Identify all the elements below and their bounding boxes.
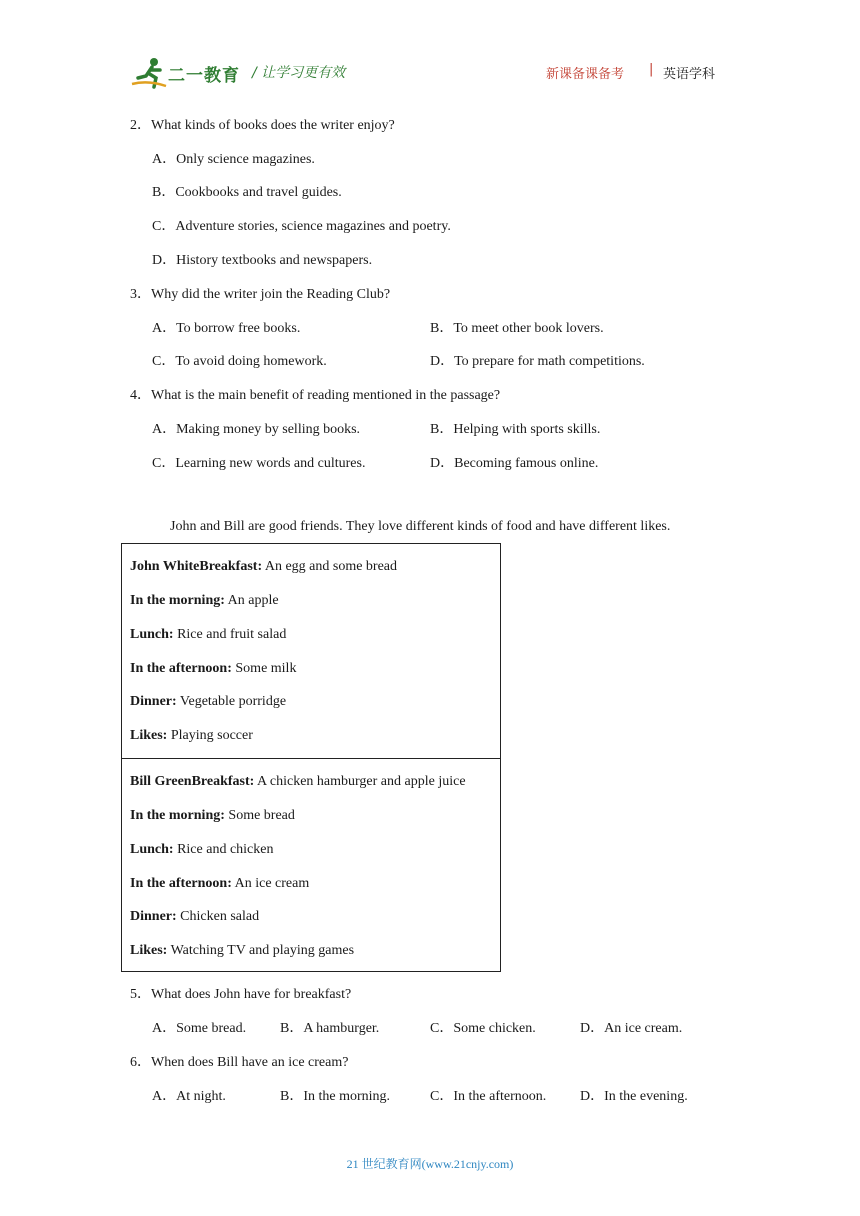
option: A．To borrow free books.	[152, 321, 301, 336]
option: D．To prepare for math competitions.	[430, 354, 645, 369]
option: D．An ice cream.	[580, 1021, 683, 1036]
john-dinner-row: Dinner: Vegetable porridge	[130, 694, 287, 709]
option: C．Learning new words and cultures.	[152, 456, 366, 471]
bill-morning-row: In the morning: Some bread	[130, 808, 295, 823]
option: D．History textbooks and newspapers.	[152, 253, 373, 268]
footer-link[interactable]: 21 世纪教育网(www.21cnjy.com)	[346, 1157, 514, 1171]
logo	[130, 56, 245, 90]
option: B．Helping with sports skills.	[430, 422, 601, 437]
question-stem: 3．Why did the writer join the Reading Club?	[130, 287, 391, 302]
bill-dinner-row: Dinner: Chicken salad	[130, 909, 260, 924]
option: C．Adventure stories, science magazines and poetry.	[152, 219, 451, 234]
header-subject: 英语学科	[663, 67, 716, 82]
option: B．To meet other book lovers.	[430, 321, 604, 336]
option: A．Only science magazines.	[152, 152, 315, 167]
bill-afternoon-row: In the afternoon: An ice cream	[130, 876, 310, 891]
john-morning-row: In the morning: An apple	[130, 593, 279, 608]
table-divider	[122, 758, 500, 759]
option: B．A hamburger.	[280, 1021, 380, 1036]
option: B．Cookbooks and travel guides.	[152, 185, 342, 200]
john-afternoon-row: In the afternoon: Some milk	[130, 661, 297, 676]
option: A．At night.	[152, 1089, 226, 1104]
option: C．To avoid doing homework.	[152, 354, 327, 369]
option: D．In the evening.	[580, 1089, 688, 1104]
bill-breakfast-row: Bill GreenBreakfast: A chicken hamburger and apple juice	[130, 774, 466, 789]
john-lunch-row: Lunch: Rice and fruit salad	[130, 627, 287, 642]
header-course-label: 新课备课备考	[546, 67, 625, 82]
passage-intro: John and Bill are good friends. They love different kinds of food and have different likes.	[170, 519, 671, 534]
option: D．Becoming famous online.	[430, 456, 599, 471]
option: C．In the afternoon.	[430, 1089, 547, 1104]
runner-logo-icon	[130, 56, 170, 90]
question-stem: 2．What kinds of books does the writer enjoy?	[130, 118, 395, 133]
option: B．In the morning.	[280, 1089, 391, 1104]
john-likes-row: Likes: Playing soccer	[130, 728, 253, 743]
option: A．Some bread.	[152, 1021, 247, 1036]
bill-likes-row: Likes: Watching TV and playing games	[130, 943, 355, 958]
option: C．Some chicken.	[430, 1021, 536, 1036]
question-stem: 5．What does John have for breakfast?	[130, 987, 352, 1002]
john-breakfast-row: John WhiteBreakfast: An egg and some bread	[130, 559, 398, 574]
question-stem: 4．What is the main benefit of reading mentioned in the passage?	[130, 388, 501, 403]
question-stem: 6．When does Bill have an ice cream?	[130, 1055, 349, 1070]
slogan: / 让学习更有效	[252, 65, 346, 81]
logo-text: 二一教育	[168, 66, 240, 86]
bill-lunch-row: Lunch: Rice and chicken	[130, 842, 274, 857]
option: A．Making money by selling books.	[152, 422, 361, 437]
header-separator: |	[649, 62, 654, 77]
